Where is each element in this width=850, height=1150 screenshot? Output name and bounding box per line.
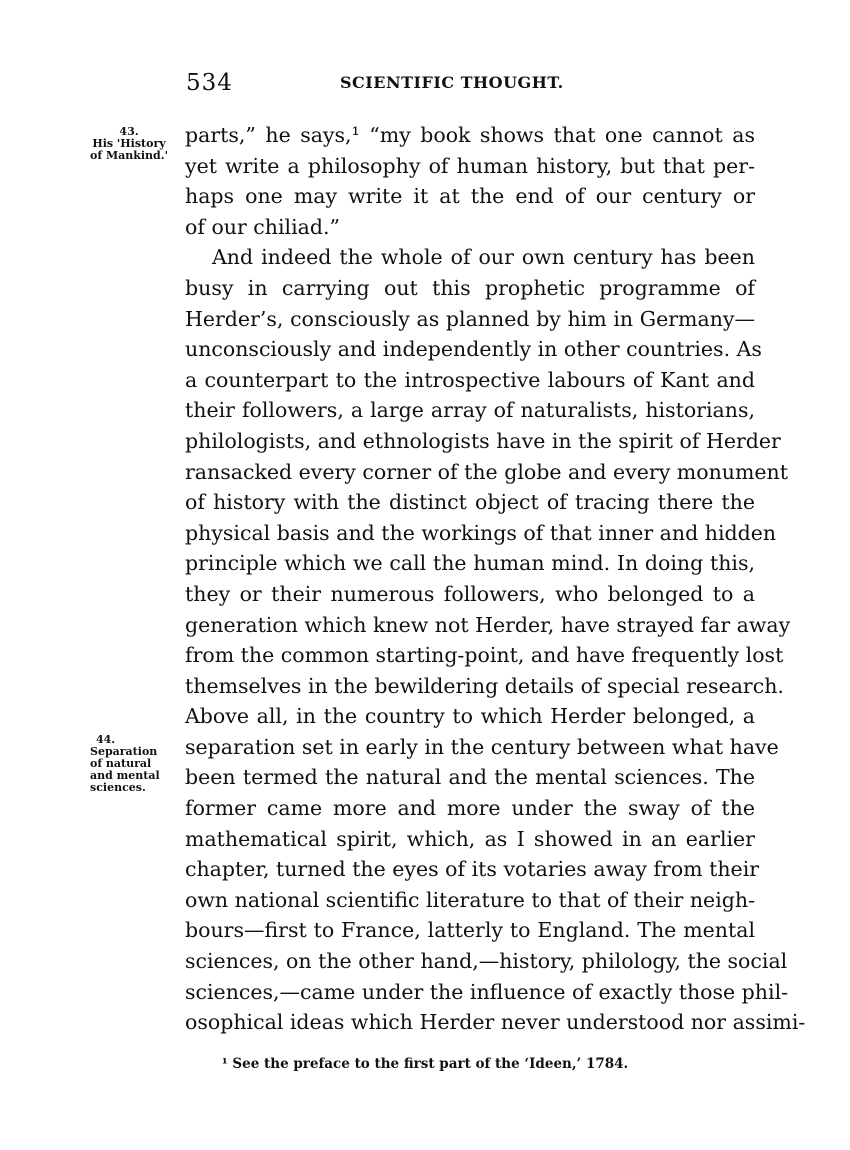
text-line: their followers, a large array of naturalists, historians,: [185, 398, 755, 423]
text-line: from the common starting-point, and have frequently lost: [185, 643, 784, 668]
margin-note-line: sciences.: [90, 781, 146, 794]
text-line: unconsciously and independently in other countries. As: [185, 337, 762, 362]
page-header: [0, 70, 850, 100]
margin-note-line: of natural: [90, 757, 152, 770]
text-line: they or their numerous followers, who belonged to a: [185, 581, 755, 606]
text-line: haps one may write it at the end of our century or: [185, 184, 755, 209]
text-line: chapter, turned the eyes of its votaries away from their: [185, 857, 760, 882]
margin-note-44: [90, 734, 180, 794]
text-line: separation set in early in the century between what have: [185, 734, 779, 759]
text-line: principle which we call the human mind. In doing this,: [185, 551, 755, 576]
text-line: And indeed the whole of our own century has been: [212, 245, 755, 270]
text-line: of history with the distinct object of tracing there the: [185, 490, 755, 515]
page-number: 534: [186, 70, 233, 96]
body-text: [185, 120, 806, 1038]
running-title: SCIENTIFIC THOUGHT.: [340, 73, 564, 92]
text-line: themselves in the bewildering details of special research.: [185, 673, 784, 698]
text-line: Above all, in the country to which Herder belonged, a: [185, 704, 755, 729]
footnote: ¹ See the preface to the first part of the ‘Ideen,’ 1784.: [221, 1056, 629, 1072]
text-line: a counterpart to the introspective labours of Kant and: [185, 367, 755, 392]
margin-note-number: 44.: [96, 733, 116, 746]
margin-note-line: of Mankind.': [90, 149, 168, 162]
text-line: Herder’s, consciously as planned by him in Germany—: [185, 306, 755, 331]
text-line: of our chiliad.”: [185, 214, 341, 239]
text-line: busy in carrying out this prophetic programme of: [185, 275, 755, 300]
text-line: osophical ideas which Herder never understood nor assimi-: [185, 1010, 806, 1035]
margin-note-line: Separation: [90, 745, 158, 758]
text-line: sciences,—came under the influence of exactly those phil-: [185, 979, 789, 1004]
margin-note-line: His 'History: [92, 137, 166, 150]
text-line: parts,” he says,¹ “my book shows that one cannot as: [185, 123, 755, 147]
text-line: mathematical spirit, which, as I showed in an earlier: [185, 826, 755, 851]
text-line: sciences, on the other hand,—history, philology, the social: [185, 949, 788, 974]
text-line: bours—first to France, latterly to England. The mental: [185, 918, 755, 943]
text-line: ransacked every corner of the globe and every monument: [185, 459, 788, 484]
text-line: physical basis and the workings of that inner and hidden: [185, 520, 777, 545]
text-line: yet write a philosophy of human history, but that per-: [185, 153, 755, 178]
margin-note-number: 43.: [119, 125, 139, 138]
margin-note-line: and mental: [90, 769, 160, 782]
margin-note-43: [84, 126, 174, 162]
text-line: former came more and more under the sway of the: [185, 796, 755, 821]
text-line: own national scientific literature to that of their neigh-: [185, 887, 755, 912]
text-line: generation which knew not Herder, have strayed far away: [185, 612, 791, 637]
text-line: philologists, and ethnologists have in the spirit of Herder: [185, 428, 781, 453]
text-line: been termed the natural and the mental sciences. The: [185, 765, 755, 790]
